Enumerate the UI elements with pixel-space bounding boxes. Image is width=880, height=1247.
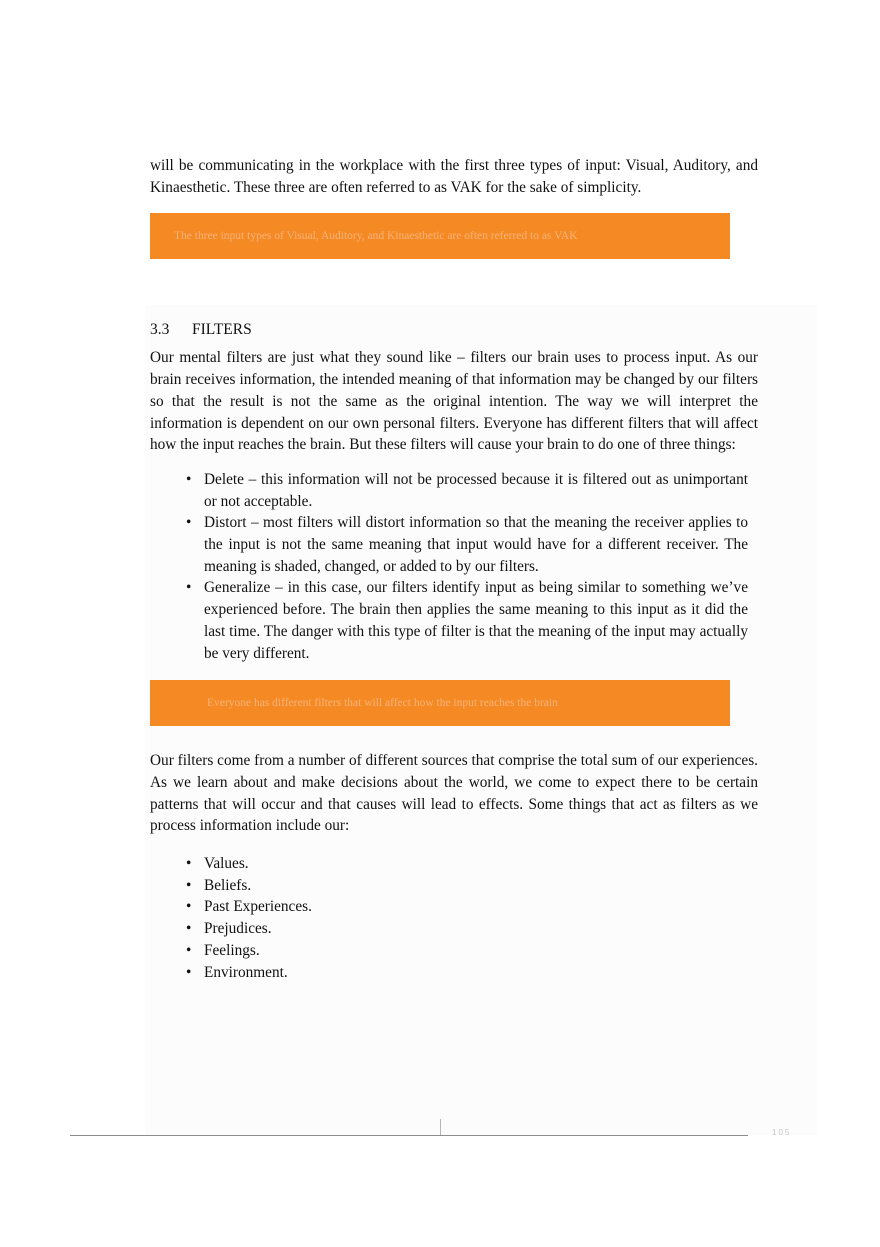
filter-sources-list: [150, 853, 758, 983]
section-heading: [150, 319, 758, 341]
page-number: 105: [772, 1128, 792, 1137]
list-item-feelings: • Feelings.: [204, 940, 758, 962]
document-page: [150, 155, 758, 983]
list-item-past-experiences: • Past Experiences.: [204, 896, 758, 918]
footer-divider-tick: [440, 1119, 441, 1135]
filters-paragraph: Our mental filters are just what they sound like – filters our brain uses to process input. As our brain receives information, the intended meaning of that information may be changed by our filters so that the result is not the same as the original intention. The way we will interpret the information is dependent on our own personal filters. Everyone has different filters that will affect how the input reaches the brain. But these filters will cause your brain to do one of three things:: [150, 349, 758, 454]
list-item-delete: • Delete – this information will not be processed because it is filtered out as unimportant or not acceptable.: [204, 469, 758, 512]
section-number: 3.3: [150, 321, 170, 339]
callout-filters: Everyone has different filters that will affect how the input reaches the brain: [150, 680, 730, 726]
footer-rule: [70, 1135, 748, 1136]
intro-paragraph: will be communicating in the workplace with the first three types of input: Visual, Auditory, and Kinaesthetic. These three are often referred to as VAK for the sake of simplicity.: [150, 157, 758, 196]
list-item-prejudices: • Prejudices.: [204, 918, 758, 940]
list-item-beliefs: • Beliefs.: [204, 875, 758, 897]
list-item-distort: • Distort – most filters will distort information so that the meaning the receiver applies to the input is not the same meaning that input would have for a different receiver. The meaning is shaded, changed, or added to by our filters.: [204, 512, 758, 577]
list-item-environment: • Environment.: [204, 962, 758, 984]
filter-actions-list: [150, 469, 758, 664]
section-title: FILTERS: [192, 321, 252, 339]
list-item-values: • Values.: [204, 853, 758, 875]
list-item-generalize: • Generalize – in this case, our filters identify input as being similar to something we’ve experienced before. The brain then applies the same meaning to this input as it did the last time. The danger with this type of filter is that the meaning of the input may actually be very different.: [204, 577, 758, 664]
callout-vak: The three input types of Visual, Auditory, and Kinaesthetic are often referred to as VAK: [150, 213, 730, 259]
sources-paragraph: Our filters come from a number of different sources that comprise the total sum of our experiences. As we learn about and make decisions about the world, we come to expect there to be certain patterns that will occur and that causes will lead to effects. Some things that act as filters as we process information include our:: [150, 752, 758, 835]
